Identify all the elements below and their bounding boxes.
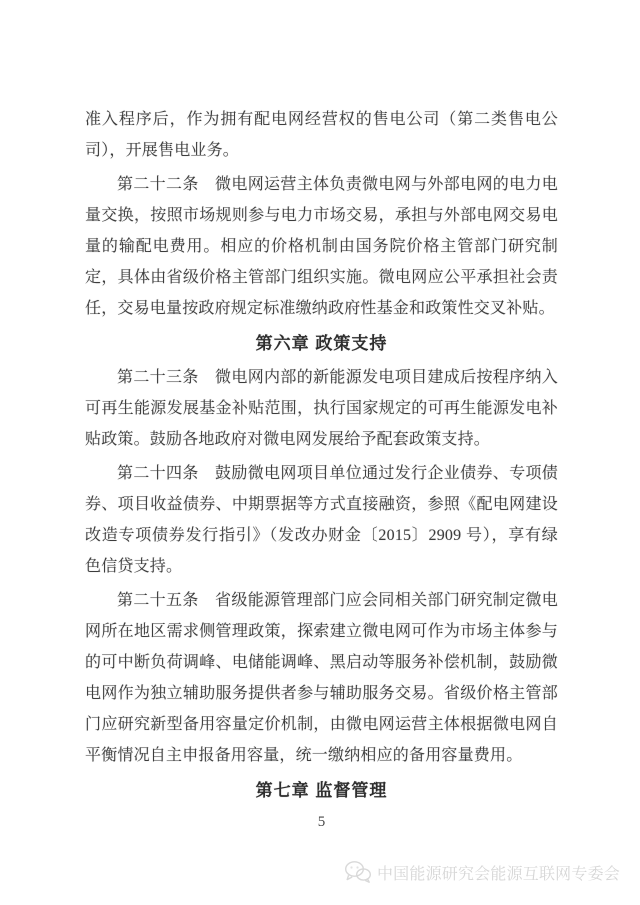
- paragraph-article-24: 第二十四条 鼓励微电网项目单位通过发行企业债券、专项债券、项目收益债券、中期票据等方式直接融资，参照《配电网建设改造专项债券发行指引》（发改办财金〔2015〕2909 号），享有绿色信贷支持。: [85, 465, 558, 575]
- paragraph-continuation: 准入程序后，作为拥有配电网经营权的售电公司（第二类售电公司），开展售电业务。: [85, 111, 558, 159]
- page-number: 5: [317, 814, 326, 830]
- watermark-footer: [344, 860, 620, 884]
- wechat-icon: [344, 860, 372, 884]
- paragraph-article-23: 第二十三条 微电网内部的新能源发电项目建成后按程序纳入可再生能源发展基金补贴范围，执行国家规定的可再生能源发电补贴政策。鼓励各地政府对微电网发展给予配套政策支持。: [85, 369, 558, 448]
- document-content: [85, 104, 558, 808]
- paragraph-article-22: 第二十二条 微电网运营主体负责微电网与外部电网的电力电量交换，按照市场规则参与电力市场交易，承担与外部电网交易电量的输配电费用。相应的价格机制由国务院价格主管部门研究制定，具体由省级价格主管部门组织实施。微电网应公平承担社会责任，交易电量按政府规定标准缴纳政府性基金和政策性交叉补贴。: [85, 176, 558, 317]
- chapter-heading-7: 第七章 监督管理: [255, 781, 388, 800]
- paragraph-article-25: 第二十五条 省级能源管理部门应会同相关部门研究制定微电网所在地区需求侧管理政策，探索建立微电网可作为市场主体参与的可中断负荷调峰、电储能调峰、黑启动等服务补偿机制，鼓励微电网作为独立辅助服务提供者参与辅助服务交易。省级价格主管部门应研究新型备用容量定价机制，由微电网运营主体根据微电网自平衡情况自主申报备用容量，统一缴纳相应的备用容量费用。: [85, 592, 558, 764]
- chapter-heading-6: 第六章 政策支持: [255, 334, 388, 353]
- watermark-text: 中国能源研究会能源互联网专委会: [376, 865, 620, 883]
